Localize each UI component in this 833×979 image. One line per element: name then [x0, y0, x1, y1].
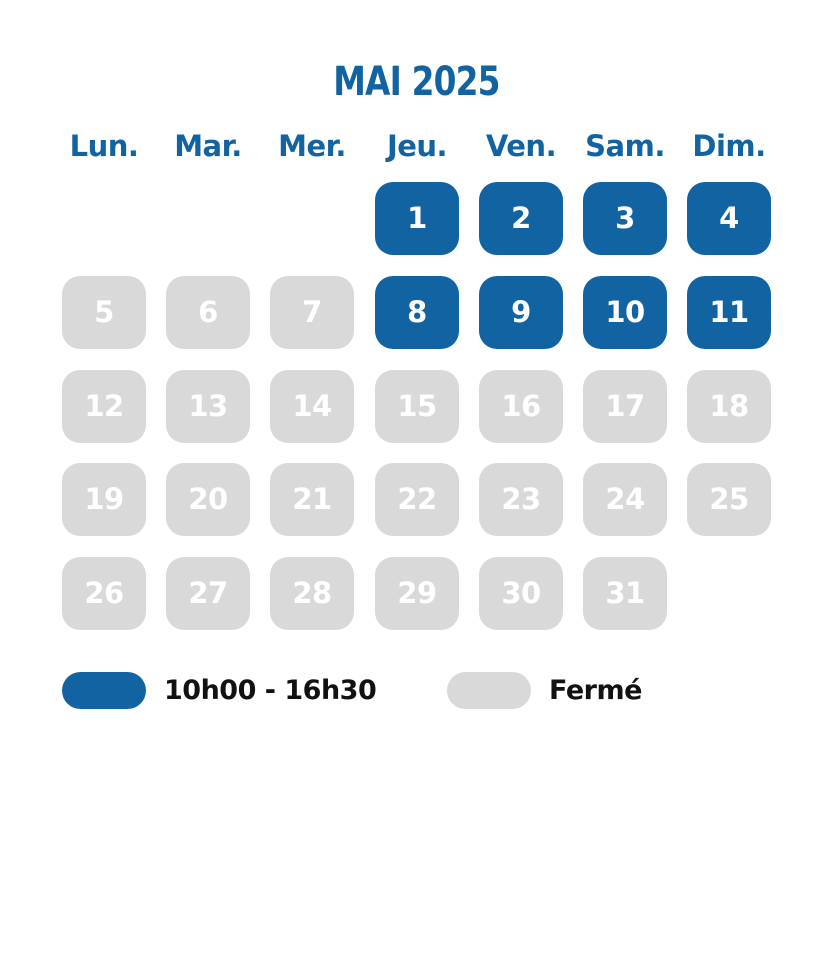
day-cell-28: 28 — [270, 557, 354, 630]
day-cell-7: 7 — [270, 276, 354, 349]
day-cell-10: 10 — [583, 276, 667, 349]
day-cell-31: 31 — [583, 557, 667, 630]
day-cell-9: 9 — [479, 276, 563, 349]
day-cell-23: 23 — [479, 463, 563, 536]
legend-closed-swatch — [447, 672, 531, 709]
day-cell-24: 24 — [583, 463, 667, 536]
day-cell-18: 18 — [687, 370, 771, 443]
day-cell-1: 1 — [375, 182, 459, 255]
day-cell-8: 8 — [375, 276, 459, 349]
day-cell-14: 14 — [270, 370, 354, 443]
day-cell-2: 2 — [479, 182, 563, 255]
day-cell-25: 25 — [687, 463, 771, 536]
legend-closed-label: Fermé — [549, 675, 642, 706]
weekday-label: Dim. — [692, 129, 766, 163]
day-cell-27: 27 — [166, 557, 250, 630]
day-cell-22: 22 — [375, 463, 459, 536]
day-cell-5: 5 — [62, 276, 146, 349]
day-cell-30: 30 — [479, 557, 563, 630]
day-cell-16: 16 — [479, 370, 563, 443]
day-cell-29: 29 — [375, 557, 459, 630]
day-cell-26: 26 — [62, 557, 146, 630]
weekday-label: Sam. — [585, 129, 665, 163]
day-cell-4: 4 — [687, 182, 771, 255]
day-cell-17: 17 — [583, 370, 667, 443]
day-cell-20: 20 — [166, 463, 250, 536]
day-cell-3: 3 — [583, 182, 667, 255]
day-cell-19: 19 — [62, 463, 146, 536]
weekday-label: Lun. — [69, 129, 139, 163]
day-cell-6: 6 — [166, 276, 250, 349]
weekday-label: Mer. — [278, 129, 346, 163]
day-cell-11: 11 — [687, 276, 771, 349]
weekday-label: Mar. — [174, 129, 242, 163]
legend-open-swatch — [62, 672, 146, 709]
day-cell-21: 21 — [270, 463, 354, 536]
weekday-label: Ven. — [485, 129, 557, 163]
day-cell-15: 15 — [375, 370, 459, 443]
calendar-title: MAI 2025 — [333, 59, 500, 105]
legend-open-label: 10h00 - 16h30 — [164, 675, 377, 706]
day-cell-12: 12 — [62, 370, 146, 443]
day-cell-13: 13 — [166, 370, 250, 443]
weekday-label: Jeu. — [386, 129, 448, 163]
